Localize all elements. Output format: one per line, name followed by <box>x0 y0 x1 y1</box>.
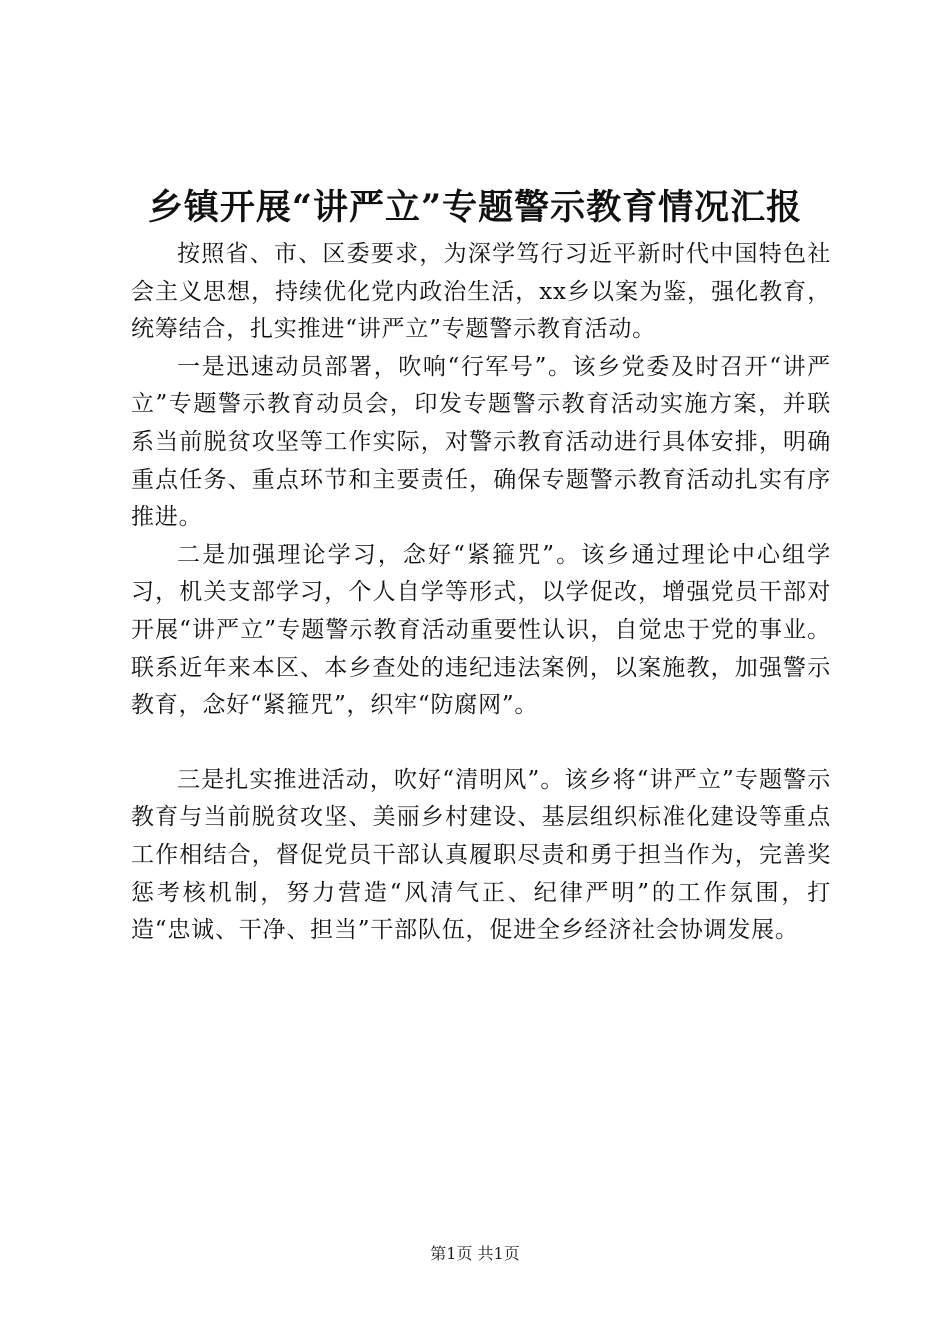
paragraph-intro: 按照省、市、区委要求，为深学笃行习近平新时代中国特色社会主义思想，持续优化党内政治生活，xx乡以案为鉴，强化教育，统筹结合，扎实推进“讲严立”专题警示教育活动。 <box>131 241 831 343</box>
page-number-footer: 第1页 共1页 <box>430 1244 520 1263</box>
paragraph-mobilization: 一是迅速动员部署，吹响“行军号”。该乡党委及时召开“讲严立”专题警示教育动员会，印发专题警示教育活动实施方案，并联系当前脱贫攻坚等工作实际，对警示教育活动进行具体安排，明确重点任务、重点环节和主要责任，确保专题警示教育活动扎实有序推进。 <box>131 353 831 531</box>
document-title: 乡镇开展“讲严立”专题警示教育情况汇报 <box>147 187 803 228</box>
document-body <box>131 236 831 950</box>
paragraph-theory-study: 二是加强理论学习，念好“紧箍咒”。该乡通过理论中心组学习，机关支部学习，个人自学等形式，以学促改，增强党员干部对开展“讲严立”专题警示教育活动重要性认识，自觉忠于党的事业。联系近年来本区、本乡查处的违纪违法案例，以案施教，加强警示教育，念好“紧箍咒”，织牢“防腐网”。 <box>131 541 831 719</box>
paragraph-activities: 三是扎实推进活动，吹好“清明风”。该乡将“讲严立”专题警示教育与当前脱贫攻坚、美丽乡村建设、基层组织标准化建设等重点工作相结合，督促党员干部认真履职尽责和勇于担当作为，完善奖惩考核机制，努力营造“风清气正、纪律严明”的工作氛围，打造“忠诚、干净、担当”干部队伍，促进全乡经济社会协调发展。 <box>131 766 831 944</box>
